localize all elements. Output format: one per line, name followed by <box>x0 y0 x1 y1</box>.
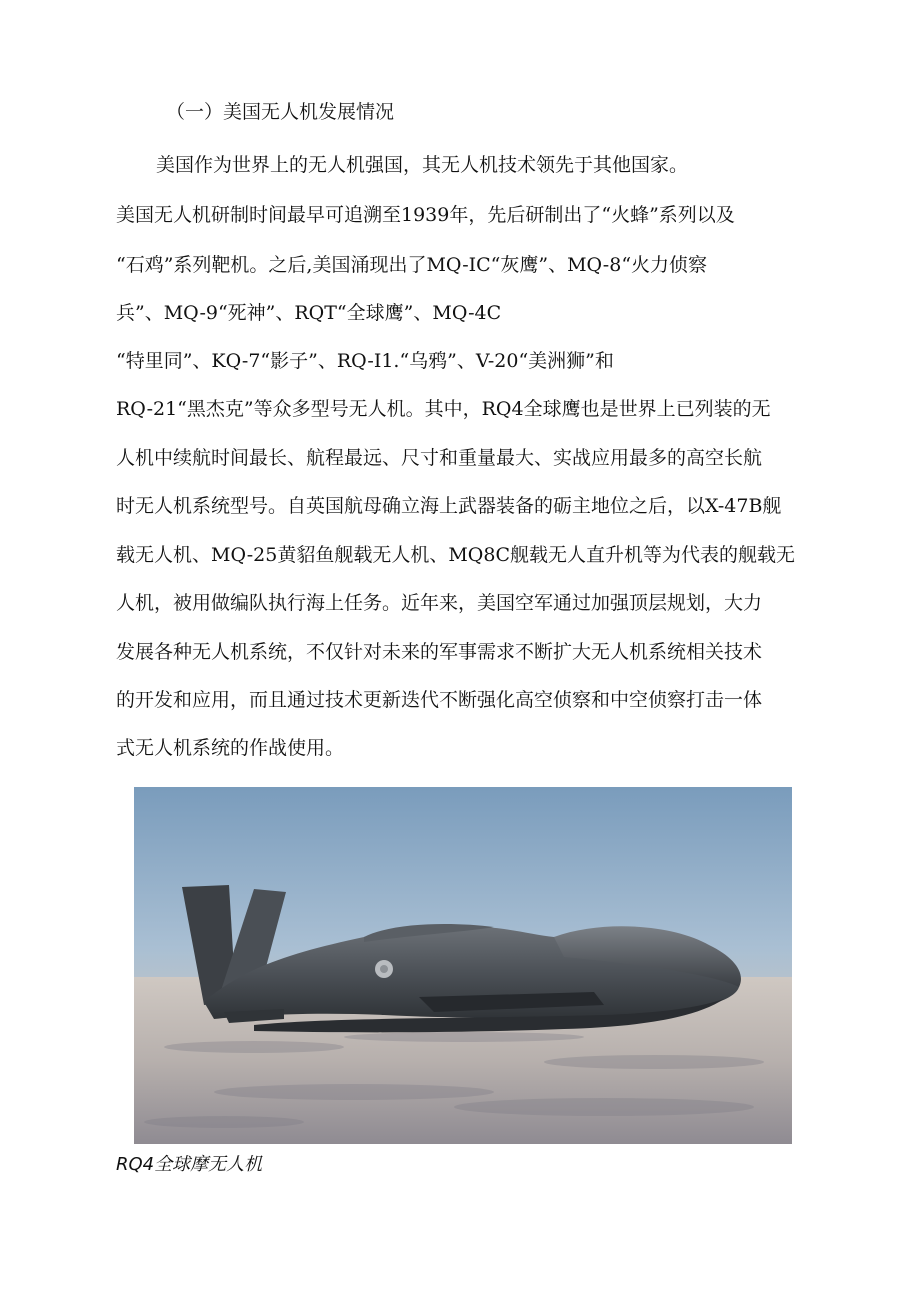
paragraph-line: 兵”、MQ-9“死神”、RQT“全球鹰”、MQ-4C <box>116 302 502 324</box>
paragraph-line: 式无人机系统的作战使用。 <box>116 737 345 759</box>
paragraph-line: “石鸡”系列靶机。之后,美国涌现出了MQ-IC“灰鹰”、MQ-8“火力侦察 <box>116 254 708 276</box>
paragraph-line: “特里同”、KQ-7“影子”、RQ-I1.“乌鸦”、V-20“美洲狮”和 <box>116 350 614 372</box>
section-heading: （一）美国无人机发展情况 <box>166 101 395 123</box>
drone-illustration <box>134 787 792 1144</box>
drone-photo <box>134 787 792 1144</box>
figure-caption: RQ4全球摩无人机 <box>116 1154 263 1175</box>
paragraph-line: 发展各种无人机系统，不仅针对未来的军事需求不断扩大无人机系统相关技术 <box>116 641 763 663</box>
paragraph-line: 人机，被用做编队执行海上任务。近年来，美国空军通过加强顶层规划，大力 <box>116 592 763 614</box>
paragraph-line: 载无人机、MQ-25黄貂鱼舰载无人机、MQ8C舰载无人直升机等为代表的舰载无 <box>116 544 795 566</box>
paragraph-line: 美国无人机研制时间最早可追溯至1939年，先后研制出了“火蜂”系列以及 <box>116 204 735 226</box>
paragraph-line: 时无人机系统型号。自英国航母确立海上武器装备的砺主地位之后，以X-47B舰 <box>116 495 782 517</box>
paragraph-line: 美国作为世界上的无人机强国，其无人机技术领先于其他国家。 <box>156 154 689 176</box>
paragraph-line: 的开发和应用，而且通过技术更新迭代不断强化高空侦察和中空侦察打击一体 <box>116 689 763 711</box>
paragraph-line: 人机中续航时间最长、航程最远、尺寸和重量最大、实战应用最多的高空长航 <box>116 447 763 469</box>
paragraph-line: RQ-21“黑杰克”等众多型号无人机。其中，RQ4全球鹰也是世界上已列装的无 <box>116 398 771 420</box>
